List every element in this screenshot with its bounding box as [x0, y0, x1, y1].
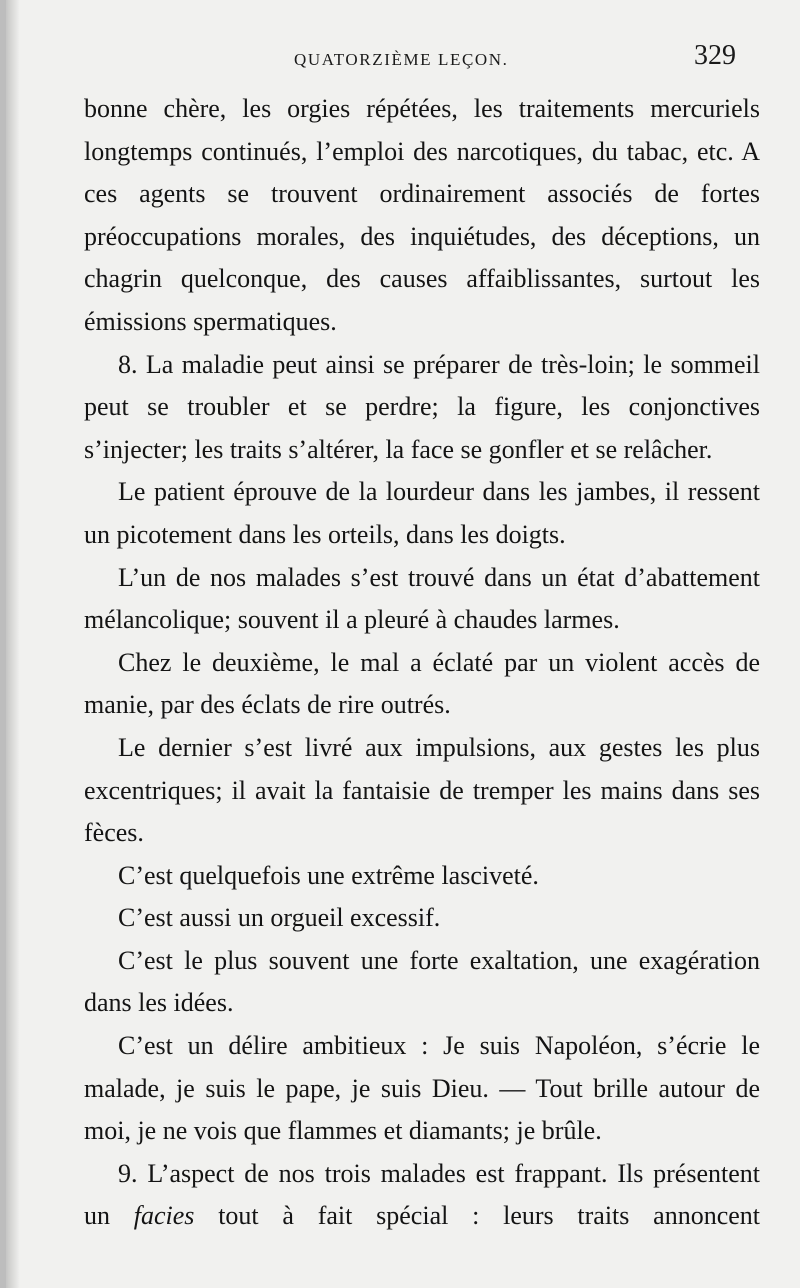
paragraph-lasciviousness: C’est quelquefois une extrême lasciveté.	[118, 860, 539, 890]
paragraph-patient-symptoms: Le patient éprouve de la lourdeur dans les jambes, il ressent un picotement dans les orteils, dans les doigts.	[84, 477, 760, 549]
paragraph-continuation: bonne chère, les orgies répétées, les traitements mercuriels longtemps continués, l’emploi des narcotiques, du tabac, etc. A ces agents se trouvent ordinairement associés de fortes préoccupations morales, des inquiétudes, des déceptions, un chagrin quelconque, des causes affaiblissantes, surtout les émissions spermatiques.	[84, 94, 760, 336]
paragraph-first-patient: L’un de nos malades s’est trouvé dans un état d’abattement mélancolique; souvent il a pleuré à chaudes larmes.	[84, 562, 760, 635]
paragraph-ambitious-delirium: C’est un délire ambitieux : Je suis Napoléon, s’écrie le malade, je suis le pape, je suis Dieu. — Tout brille autour de moi, je ne vois que flammes et diamants; je brûle.	[84, 1031, 760, 1146]
page-edge-shadow	[6, 0, 20, 1288]
page-header	[6, 40, 800, 76]
section-9-text-start: 9. L’aspect de nos trois malades est frappant. Ils présentent un	[84, 1158, 760, 1231]
paragraph-pride: C’est aussi un orgueil excessif.	[118, 903, 441, 933]
paragraph-section-8: 8. La maladie peut ainsi se préparer de très-loin; le sommeil peut se troubler et se perdre; la figure, les conjonctives s’injecter; les traits s’altérer, la face se gonfler et se relâcher.	[84, 349, 760, 464]
paragraph-exaltation: C’est le plus souvent une forte exaltation, une exagération dans les idées.	[84, 945, 760, 1018]
page-number: 329	[694, 40, 736, 71]
running-head: QUATORZIÈME LEÇON.	[294, 50, 509, 69]
body-text	[84, 88, 760, 1238]
italic-term-facies: facies	[133, 1201, 195, 1231]
paragraph-section-9	[84, 1153, 760, 1238]
paragraph-third-patient: Le dernier s’est livré aux impulsions, aux gestes les plus excentriques; il avait la fantaisie de tremper les mains dans ses fèces.	[84, 732, 760, 848]
section-9-text-end: tout à fait spécial : leurs traits annoncent	[194, 1201, 761, 1231]
paragraph-second-patient: Chez le deuxième, le mal a éclaté par un violent accès de manie, par des éclats de rire outrés.	[84, 647, 760, 720]
